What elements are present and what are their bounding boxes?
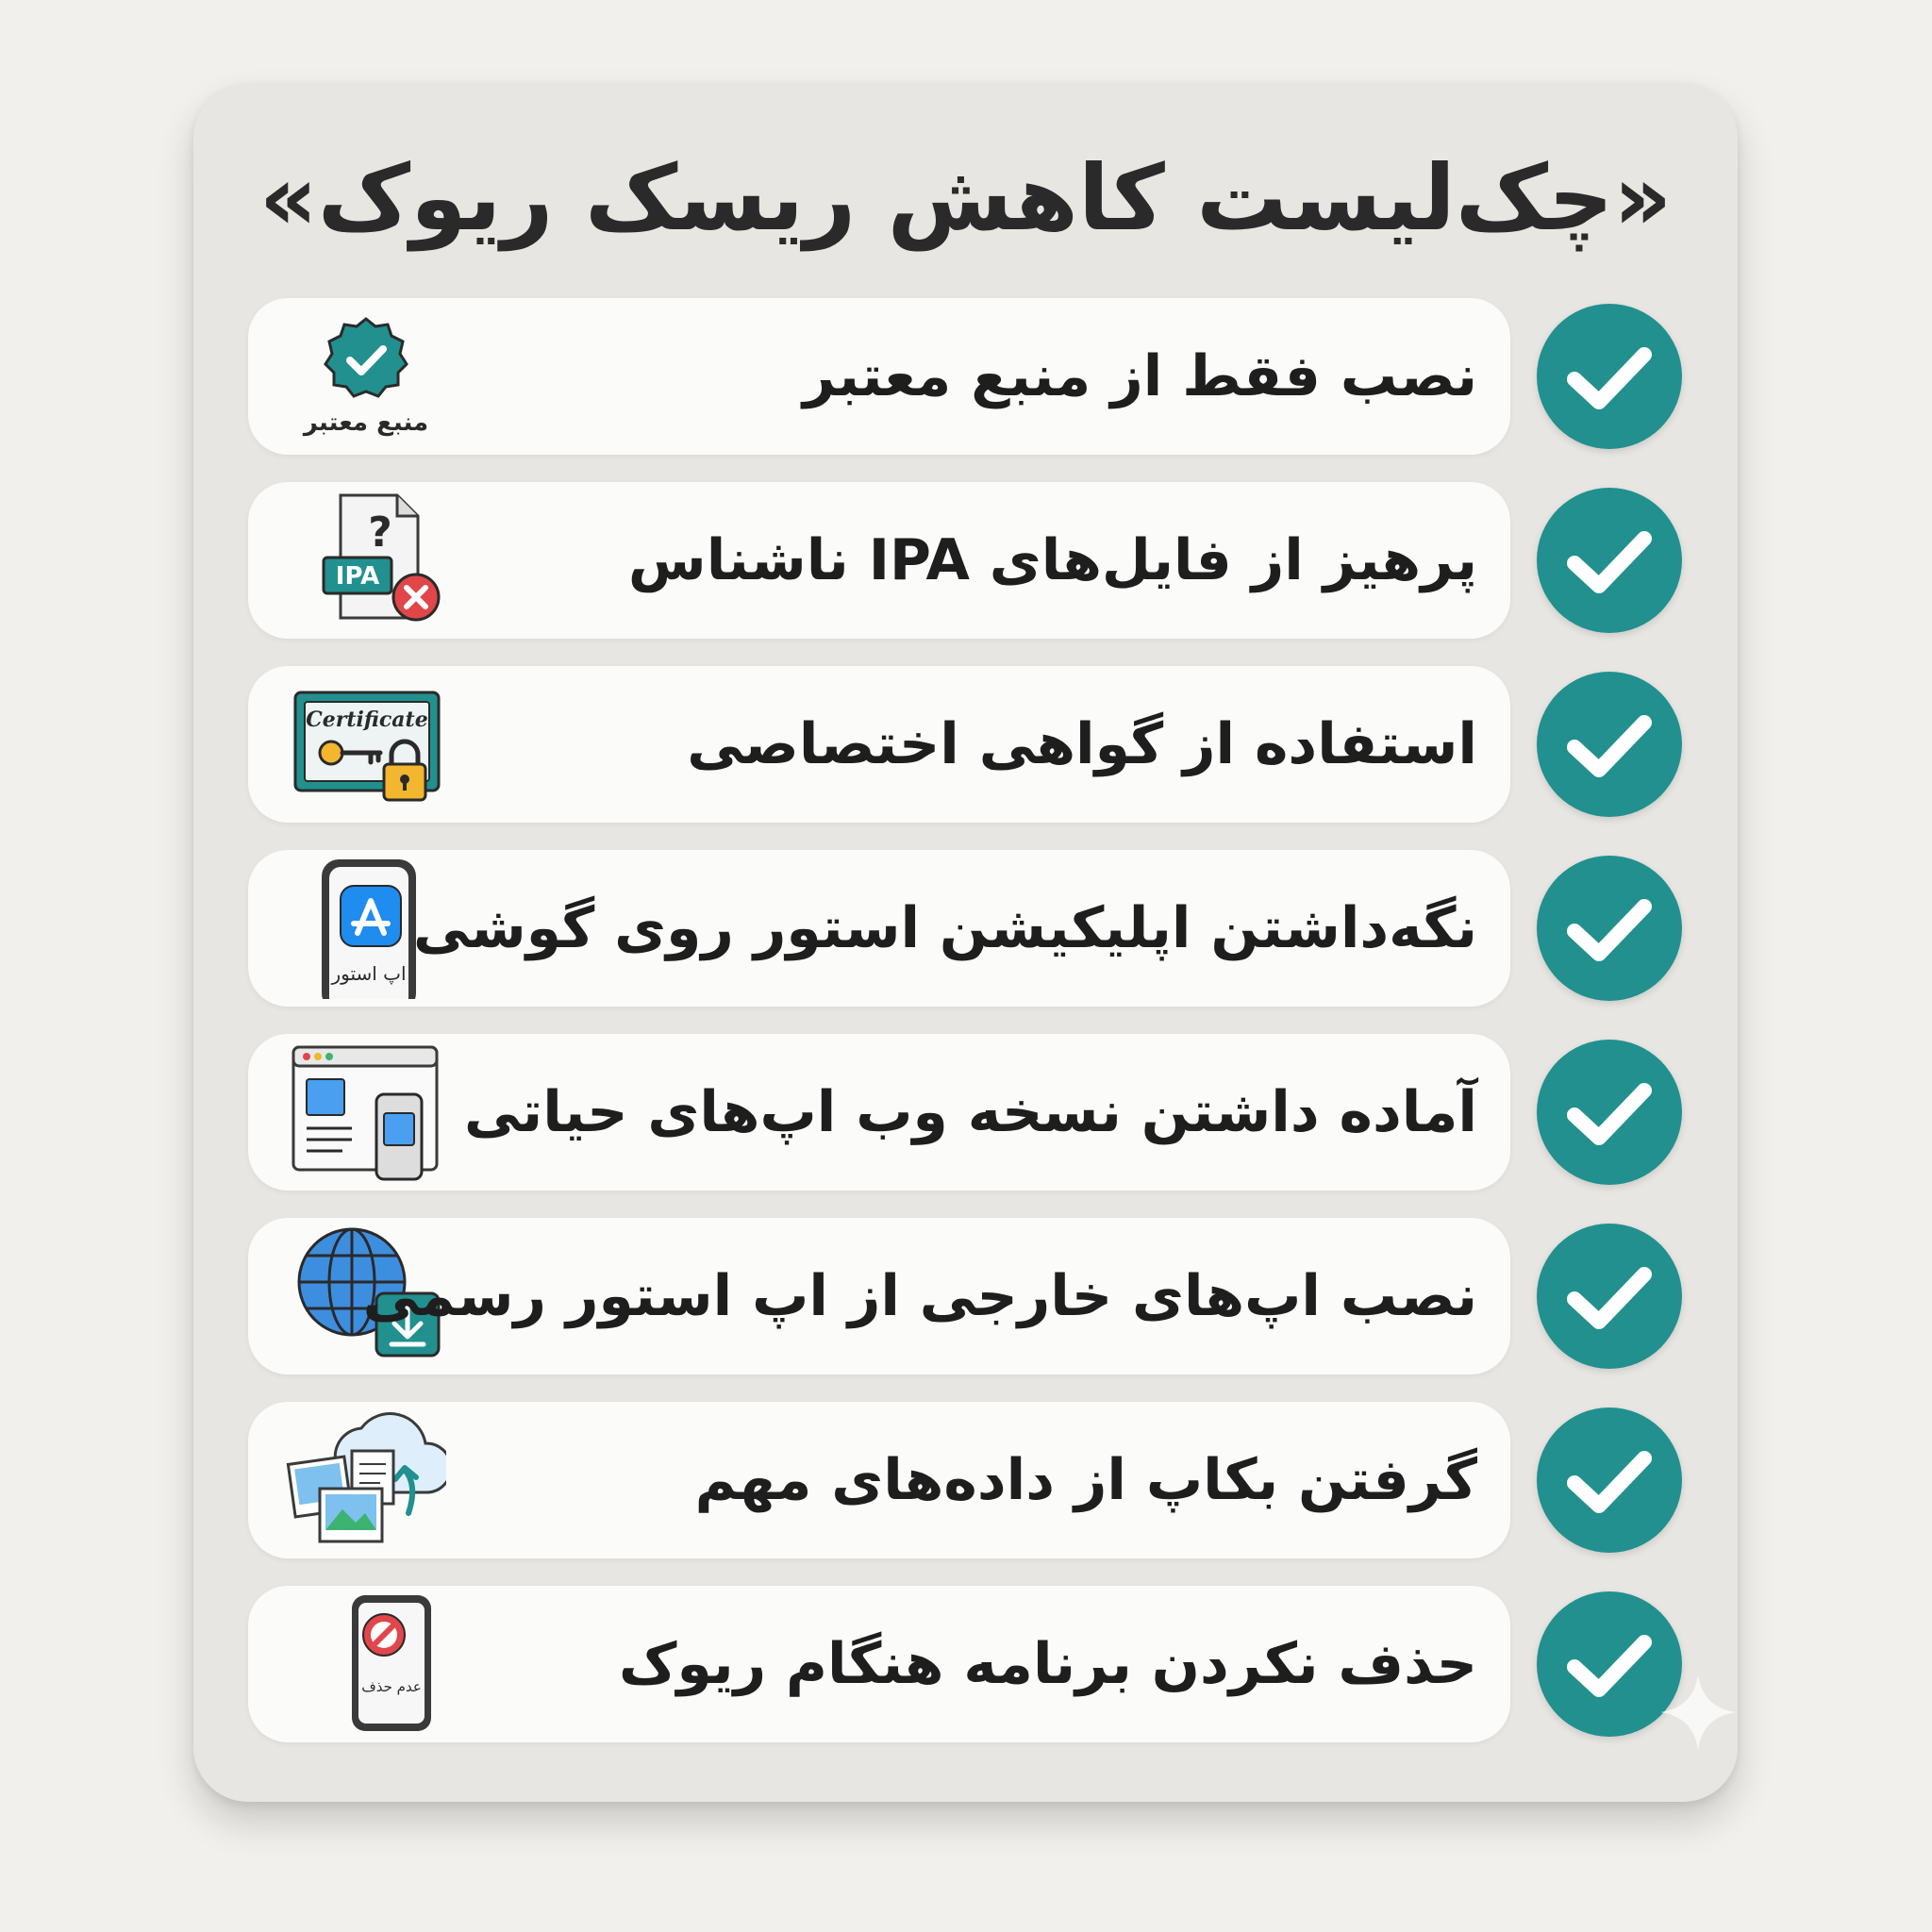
list-item-pill (248, 1218, 1510, 1374)
item-label: نصب فقط از منبع معتبر (803, 343, 1477, 409)
list-item-pill (248, 1402, 1510, 1558)
app-store-caption: اپ استور (331, 962, 407, 985)
item-label: حذف نکردن برنامه هنگام ریوک (619, 1631, 1477, 1697)
ipa-file-icon (286, 490, 446, 631)
list-item-pill (248, 298, 1510, 455)
checkmark-icon (1537, 1040, 1682, 1185)
list-item-pill (248, 850, 1510, 1007)
svg-text:?: ? (368, 508, 392, 557)
cloud-backup-icon (286, 1409, 446, 1551)
checkmark-icon (1537, 1407, 1682, 1553)
checkmark-icon (1537, 488, 1682, 633)
page-title: «چک‌لیست کاهش ریسک ریوک» (258, 145, 1673, 251)
sparkle-icon (1656, 1670, 1740, 1755)
checkmark-icon (1537, 1224, 1682, 1369)
do-not-delete-caption: عدم حذف (361, 1678, 422, 1695)
certificate-icon (286, 674, 446, 815)
checkmark-icon (1537, 672, 1682, 817)
certificate-caption: Certificate (306, 708, 428, 732)
verified-badge-icon (286, 306, 446, 447)
ipa-caption: IPA (335, 562, 380, 591)
checkmark-icon (1537, 856, 1682, 1001)
list-item (193, 1586, 1738, 1742)
item-label: استفاده از گواهی اختصاصی (687, 711, 1477, 777)
item-label: نگه‌داشتن اپلیکیشن استور روی گوشی (413, 895, 1477, 961)
web-app-icon (286, 1041, 446, 1183)
list-item (193, 1402, 1738, 1558)
item-label: گرفتن بکاپ از داده‌های مهم (694, 1447, 1477, 1513)
list-item-pill (248, 666, 1510, 823)
badge-caption: منبع معتبر (303, 408, 429, 437)
do-not-delete-icon (286, 1593, 446, 1735)
list-item (193, 482, 1738, 639)
checklist-card (193, 83, 1738, 1802)
item-label: نصب اپ‌های خارجی از اپ استور رسمی (362, 1263, 1477, 1329)
checkmark-icon (1537, 304, 1682, 449)
list-item (193, 298, 1738, 455)
list-item (193, 1034, 1738, 1191)
list-item (193, 1218, 1738, 1374)
list-item-pill (248, 1586, 1510, 1742)
list-item-pill (248, 1034, 1510, 1191)
list-item (193, 850, 1738, 1007)
item-label: پرهیز از فایل‌های IPA ناشناس (627, 527, 1477, 593)
item-label: آماده داشتن نسخه وب اپ‌های حیاتی (463, 1079, 1477, 1145)
list-item (193, 666, 1738, 823)
list-item-pill (248, 482, 1510, 639)
